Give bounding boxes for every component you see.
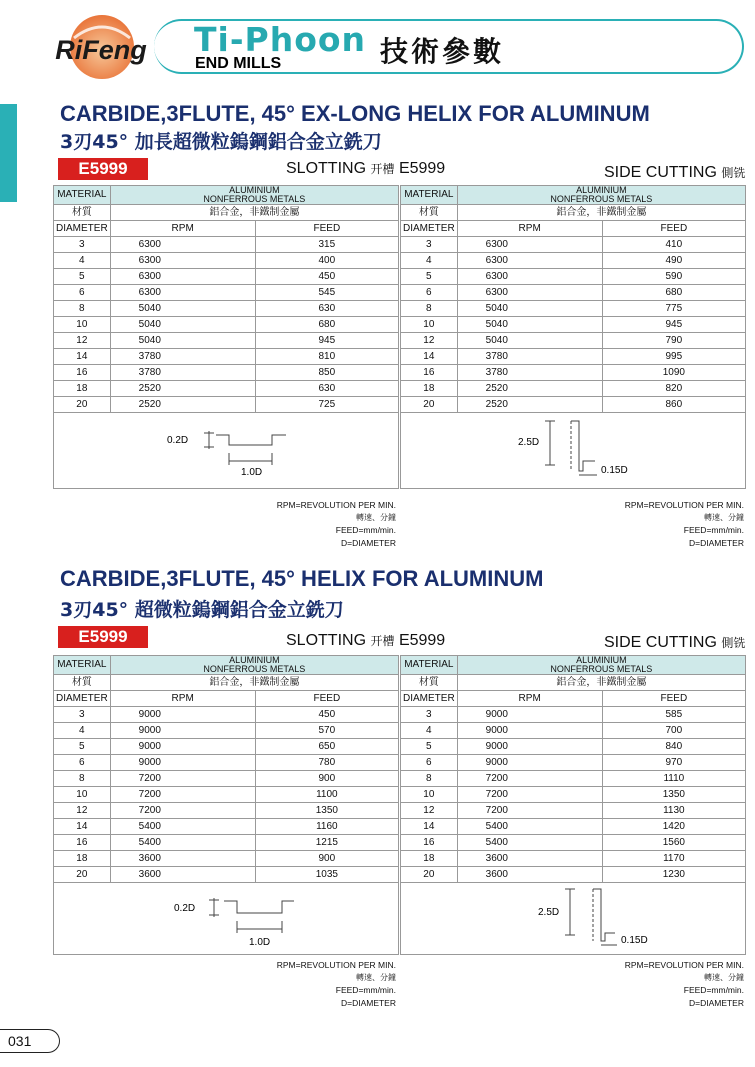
table-row bbox=[54, 803, 399, 819]
section-1-slot-legend: RPM=REVOLUTION PER MIN. 轉速、分鐘 FEED=mm/min. D=DIAMETER bbox=[276, 500, 396, 548]
table-row bbox=[54, 707, 399, 723]
feed-cell: 860 bbox=[602, 397, 745, 413]
feed-cell: 1130 bbox=[602, 803, 745, 819]
feed-header: FEED bbox=[602, 221, 745, 237]
diameter-cell: 4 bbox=[401, 723, 458, 739]
table-row bbox=[54, 397, 399, 413]
feed-cell: 1090 bbox=[602, 365, 745, 381]
feed-cell: 1560 bbox=[602, 835, 745, 851]
diameter-cell: 16 bbox=[54, 365, 111, 381]
brand-title: Ti-Phoon bbox=[194, 20, 367, 59]
feed-cell: 780 bbox=[255, 755, 398, 771]
material-header: MATERIAL bbox=[401, 656, 458, 675]
diameter-cell: 16 bbox=[54, 835, 111, 851]
diameter-cell: 6 bbox=[401, 755, 458, 771]
diameter-cell: 12 bbox=[401, 803, 458, 819]
rpm-header: RPM bbox=[457, 691, 602, 707]
table-row bbox=[401, 381, 746, 397]
feed-cell: 315 bbox=[255, 237, 398, 253]
material-header: MATERIAL bbox=[54, 656, 111, 675]
diameter-cell: 18 bbox=[54, 381, 111, 397]
diameter-cell: 6 bbox=[54, 285, 111, 301]
rpm-cell: 6300 bbox=[457, 269, 602, 285]
rpm-cell: 9000 bbox=[110, 723, 255, 739]
table-row bbox=[401, 707, 746, 723]
feed-cell: 1350 bbox=[602, 787, 745, 803]
table-row bbox=[401, 771, 746, 787]
diameter-cell: 14 bbox=[401, 349, 458, 365]
table-row bbox=[401, 723, 746, 739]
table-row bbox=[401, 301, 746, 317]
diameter-cell: 4 bbox=[54, 253, 111, 269]
diameter-cell: 3 bbox=[54, 237, 111, 253]
feed-cell: 1350 bbox=[255, 803, 398, 819]
material-header: MATERIAL bbox=[401, 186, 458, 205]
table-row bbox=[54, 301, 399, 317]
feed-cell: 820 bbox=[602, 381, 745, 397]
table-row bbox=[401, 333, 746, 349]
rpm-cell: 6300 bbox=[110, 285, 255, 301]
feed-cell: 490 bbox=[602, 253, 745, 269]
diameter-cell: 12 bbox=[54, 803, 111, 819]
table-row bbox=[54, 723, 399, 739]
material-zh-desc: 鋁合金，非鐵制金屬 bbox=[110, 205, 398, 221]
rpm-cell: 7200 bbox=[457, 787, 602, 803]
feed-cell: 945 bbox=[255, 333, 398, 349]
section-2-side-cutting-table bbox=[400, 655, 746, 883]
diameter-cell: 14 bbox=[54, 349, 111, 365]
rifeng-logo bbox=[44, 12, 159, 82]
feed-cell: 590 bbox=[602, 269, 745, 285]
feed-cell: 840 bbox=[602, 739, 745, 755]
table-row bbox=[401, 851, 746, 867]
diameter-cell: 20 bbox=[54, 867, 111, 883]
table-row bbox=[54, 787, 399, 803]
table-row bbox=[54, 333, 399, 349]
rpm-cell: 5040 bbox=[457, 301, 602, 317]
rpm-cell: 3780 bbox=[110, 349, 255, 365]
diameter-cell: 18 bbox=[401, 381, 458, 397]
rpm-cell: 3780 bbox=[457, 349, 602, 365]
material-zh-label: 材質 bbox=[54, 205, 111, 221]
section-1-title: CARBIDE,3FLUTE, 45° EX-LONG HELIX FOR ALUMINUM bbox=[60, 101, 650, 126]
feed-cell: 700 bbox=[602, 723, 745, 739]
rpm-header: RPM bbox=[110, 221, 255, 237]
rpm-cell: 5400 bbox=[110, 819, 255, 835]
feed-cell: 1035 bbox=[255, 867, 398, 883]
material-zh-label: 材質 bbox=[401, 675, 458, 691]
side-width-label: 0.15D bbox=[601, 465, 628, 476]
feed-cell: 790 bbox=[602, 333, 745, 349]
brand-subtitle: END MILLS bbox=[195, 55, 282, 72]
feed-cell: 450 bbox=[255, 269, 398, 285]
rpm-cell: 5040 bbox=[457, 317, 602, 333]
rpm-cell: 2520 bbox=[110, 397, 255, 413]
rpm-header: RPM bbox=[457, 221, 602, 237]
table-row bbox=[54, 381, 399, 397]
material-zh-desc: 鋁合金，非鐵制金屬 bbox=[457, 205, 745, 221]
rpm-cell: 6300 bbox=[457, 237, 602, 253]
rpm-cell: 6300 bbox=[457, 253, 602, 269]
rpm-cell: 6300 bbox=[110, 269, 255, 285]
rpm-cell: 5040 bbox=[110, 317, 255, 333]
rpm-cell: 5400 bbox=[457, 819, 602, 835]
rpm-cell: 2520 bbox=[110, 381, 255, 397]
section-2-code-badge: E5999 bbox=[58, 626, 148, 648]
table-row bbox=[54, 867, 399, 883]
logo-text: RiFeng bbox=[55, 35, 147, 65]
diameter-cell: 5 bbox=[401, 269, 458, 285]
section-2-slotting-label: SLOTTING 开槽 E5999 bbox=[286, 632, 446, 649]
feed-cell: 900 bbox=[255, 851, 398, 867]
section-1-slotting-table bbox=[53, 185, 399, 413]
page-number-tab bbox=[0, 1029, 60, 1053]
rpm-header: RPM bbox=[110, 691, 255, 707]
diameter-cell: 10 bbox=[54, 317, 111, 333]
feed-cell: 650 bbox=[255, 739, 398, 755]
diameter-cell: 8 bbox=[401, 301, 458, 317]
section-2-subtitle: 3刃45° 超微粒鎢鋼鋁合金立銑刀 bbox=[60, 599, 344, 621]
table-row bbox=[54, 285, 399, 301]
feed-cell: 1215 bbox=[255, 835, 398, 851]
side-depth-label: 2.5D bbox=[518, 437, 540, 448]
rpm-cell: 2520 bbox=[457, 397, 602, 413]
section-2-title: CARBIDE,3FLUTE, 45° HELIX FOR ALUMINUM bbox=[60, 566, 544, 591]
aluminium-header: ALUMINIUM NONFERROUS METALS bbox=[110, 656, 398, 675]
rpm-cell: 5400 bbox=[110, 835, 255, 851]
feed-cell: 630 bbox=[255, 301, 398, 317]
table-row bbox=[54, 819, 399, 835]
rpm-cell: 6300 bbox=[110, 237, 255, 253]
table-row bbox=[54, 253, 399, 269]
rpm-cell: 9000 bbox=[457, 739, 602, 755]
feed-cell: 410 bbox=[602, 237, 745, 253]
diameter-cell: 10 bbox=[54, 787, 111, 803]
diameter-cell: 16 bbox=[401, 835, 458, 851]
side-tab bbox=[0, 104, 17, 202]
table-row bbox=[401, 317, 746, 333]
rpm-cell: 6300 bbox=[110, 253, 255, 269]
feed-cell: 725 bbox=[255, 397, 398, 413]
feed-cell: 570 bbox=[255, 723, 398, 739]
section-2-slot-legend: RPM=REVOLUTION PER MIN. 轉速、分鐘 FEED=mm/min. D=DIAMETER bbox=[276, 960, 396, 1008]
section-1-slot-diagram bbox=[53, 413, 399, 489]
rpm-cell: 7200 bbox=[457, 803, 602, 819]
rpm-cell: 5040 bbox=[110, 333, 255, 349]
feed-header: FEED bbox=[602, 691, 745, 707]
rpm-cell: 3780 bbox=[110, 365, 255, 381]
rpm-cell: 9000 bbox=[110, 755, 255, 771]
feed-cell: 1110 bbox=[602, 771, 745, 787]
diameter-header: DIAMETER bbox=[54, 691, 111, 707]
feed-cell: 545 bbox=[255, 285, 398, 301]
material-zh-label: 材質 bbox=[54, 675, 111, 691]
diameter-cell: 3 bbox=[401, 707, 458, 723]
aluminium-header: ALUMINIUM NONFERROUS METALS bbox=[110, 186, 398, 205]
side-width-label: 0.15D bbox=[621, 935, 648, 946]
diameter-cell: 14 bbox=[54, 819, 111, 835]
table-row bbox=[401, 835, 746, 851]
section-2-slot-diagram bbox=[53, 883, 399, 955]
feed-cell: 680 bbox=[255, 317, 398, 333]
rpm-cell: 9000 bbox=[457, 707, 602, 723]
table-row bbox=[401, 803, 746, 819]
material-zh-desc: 鋁合金，非鐵制金屬 bbox=[457, 675, 745, 691]
material-header: MATERIAL bbox=[54, 186, 111, 205]
slot-depth-label: 0.2D bbox=[174, 903, 196, 914]
table-row bbox=[401, 237, 746, 253]
diameter-cell: 5 bbox=[401, 739, 458, 755]
feed-cell: 850 bbox=[255, 365, 398, 381]
diameter-cell: 20 bbox=[401, 867, 458, 883]
feed-cell: 810 bbox=[255, 349, 398, 365]
table-row bbox=[54, 755, 399, 771]
diameter-cell: 14 bbox=[401, 819, 458, 835]
diameter-cell: 3 bbox=[54, 707, 111, 723]
diameter-header: DIAMETER bbox=[401, 221, 458, 237]
table-row bbox=[401, 739, 746, 755]
diameter-cell: 18 bbox=[54, 851, 111, 867]
table-row bbox=[401, 365, 746, 381]
table-row bbox=[54, 237, 399, 253]
feed-header: FEED bbox=[255, 691, 398, 707]
feed-cell: 585 bbox=[602, 707, 745, 723]
aluminium-header: ALUMINIUM NONFERROUS METALS bbox=[457, 656, 745, 675]
diameter-header: DIAMETER bbox=[54, 221, 111, 237]
page-number: 031 bbox=[8, 1033, 32, 1049]
rpm-cell: 9000 bbox=[110, 739, 255, 755]
diameter-cell: 18 bbox=[401, 851, 458, 867]
slot-depth-label: 0.2D bbox=[167, 435, 189, 446]
section-1-side-cutting-label: SIDE CUTTING 側铣 bbox=[604, 164, 746, 181]
table-row bbox=[401, 819, 746, 835]
section-2-side-legend: RPM=REVOLUTION PER MIN. 轉速、分鐘 FEED=mm/min. D=DIAMETER bbox=[624, 960, 744, 1008]
rpm-cell: 9000 bbox=[457, 755, 602, 771]
feed-header: FEED bbox=[255, 221, 398, 237]
diameter-cell: 4 bbox=[401, 253, 458, 269]
diameter-cell: 10 bbox=[401, 317, 458, 333]
rpm-cell: 3600 bbox=[110, 851, 255, 867]
section-2-side-cutting-label: SIDE CUTTING 側铣 bbox=[604, 634, 746, 651]
section-1-slotting-label: SLOTTING 开槽 E5999 bbox=[286, 160, 446, 177]
feed-cell: 900 bbox=[255, 771, 398, 787]
rpm-cell: 5040 bbox=[457, 333, 602, 349]
slot-width-label: 1.0D bbox=[249, 937, 271, 948]
diameter-cell: 6 bbox=[401, 285, 458, 301]
feed-cell: 680 bbox=[602, 285, 745, 301]
diameter-cell: 4 bbox=[54, 723, 111, 739]
section-1-side-legend: RPM=REVOLUTION PER MIN. 轉速、分鐘 FEED=mm/min. D=DIAMETER bbox=[624, 500, 744, 548]
rpm-cell: 9000 bbox=[110, 707, 255, 723]
table-row bbox=[401, 269, 746, 285]
brand-chinese-title: 技術參數 bbox=[380, 35, 505, 68]
side-depth-label: 2.5D bbox=[538, 907, 560, 918]
table-row bbox=[54, 771, 399, 787]
diameter-cell: 5 bbox=[54, 739, 111, 755]
diameter-cell: 20 bbox=[54, 397, 111, 413]
feed-cell: 1230 bbox=[602, 867, 745, 883]
table-row bbox=[401, 349, 746, 365]
table-row bbox=[54, 851, 399, 867]
diameter-cell: 12 bbox=[401, 333, 458, 349]
rpm-cell: 7200 bbox=[457, 771, 602, 787]
feed-cell: 1170 bbox=[602, 851, 745, 867]
feed-cell: 450 bbox=[255, 707, 398, 723]
table-row bbox=[54, 317, 399, 333]
aluminium-header: ALUMINIUM NONFERROUS METALS bbox=[457, 186, 745, 205]
feed-cell: 1420 bbox=[602, 819, 745, 835]
table-row bbox=[54, 349, 399, 365]
diameter-cell: 8 bbox=[54, 301, 111, 317]
feed-cell: 630 bbox=[255, 381, 398, 397]
rpm-cell: 3600 bbox=[457, 867, 602, 883]
section-1-side-cutting-table bbox=[400, 185, 746, 413]
diameter-cell: 6 bbox=[54, 755, 111, 771]
material-zh-desc: 鋁合金，非鐵制金屬 bbox=[110, 675, 398, 691]
feed-cell: 995 bbox=[602, 349, 745, 365]
table-row bbox=[401, 285, 746, 301]
rpm-cell: 5400 bbox=[457, 835, 602, 851]
section-1-subtitle: 3刃45° 加長超微粒鎢鋼鋁合金立銑刀 bbox=[60, 131, 382, 153]
diameter-cell: 10 bbox=[401, 787, 458, 803]
table-row bbox=[401, 253, 746, 269]
table-row bbox=[54, 835, 399, 851]
diameter-cell: 8 bbox=[401, 771, 458, 787]
rpm-cell: 9000 bbox=[457, 723, 602, 739]
rpm-cell: 3780 bbox=[457, 365, 602, 381]
feed-cell: 400 bbox=[255, 253, 398, 269]
section-1-side-diagram bbox=[400, 413, 746, 489]
rpm-cell: 7200 bbox=[110, 787, 255, 803]
diameter-cell: 8 bbox=[54, 771, 111, 787]
diameter-cell: 5 bbox=[54, 269, 111, 285]
diameter-cell: 12 bbox=[54, 333, 111, 349]
diameter-cell: 20 bbox=[401, 397, 458, 413]
table-row bbox=[401, 867, 746, 883]
rpm-cell: 3600 bbox=[110, 867, 255, 883]
table-row bbox=[54, 365, 399, 381]
slot-width-label: 1.0D bbox=[241, 467, 263, 478]
rpm-cell: 3600 bbox=[457, 851, 602, 867]
table-row bbox=[54, 739, 399, 755]
rpm-cell: 7200 bbox=[110, 803, 255, 819]
section-2-slotting-table bbox=[53, 655, 399, 883]
diameter-header: DIAMETER bbox=[401, 691, 458, 707]
table-row bbox=[54, 269, 399, 285]
rpm-cell: 7200 bbox=[110, 771, 255, 787]
feed-cell: 1160 bbox=[255, 819, 398, 835]
section-2-side-diagram bbox=[400, 883, 746, 955]
rpm-cell: 6300 bbox=[457, 285, 602, 301]
table-row bbox=[401, 755, 746, 771]
table-row bbox=[401, 787, 746, 803]
section-1-code-badge: E5999 bbox=[58, 158, 148, 180]
diameter-cell: 3 bbox=[401, 237, 458, 253]
feed-cell: 1100 bbox=[255, 787, 398, 803]
rpm-cell: 5040 bbox=[110, 301, 255, 317]
table-row bbox=[401, 397, 746, 413]
feed-cell: 945 bbox=[602, 317, 745, 333]
material-zh-label: 材質 bbox=[401, 205, 458, 221]
feed-cell: 970 bbox=[602, 755, 745, 771]
feed-cell: 775 bbox=[602, 301, 745, 317]
diameter-cell: 16 bbox=[401, 365, 458, 381]
rpm-cell: 2520 bbox=[457, 381, 602, 397]
